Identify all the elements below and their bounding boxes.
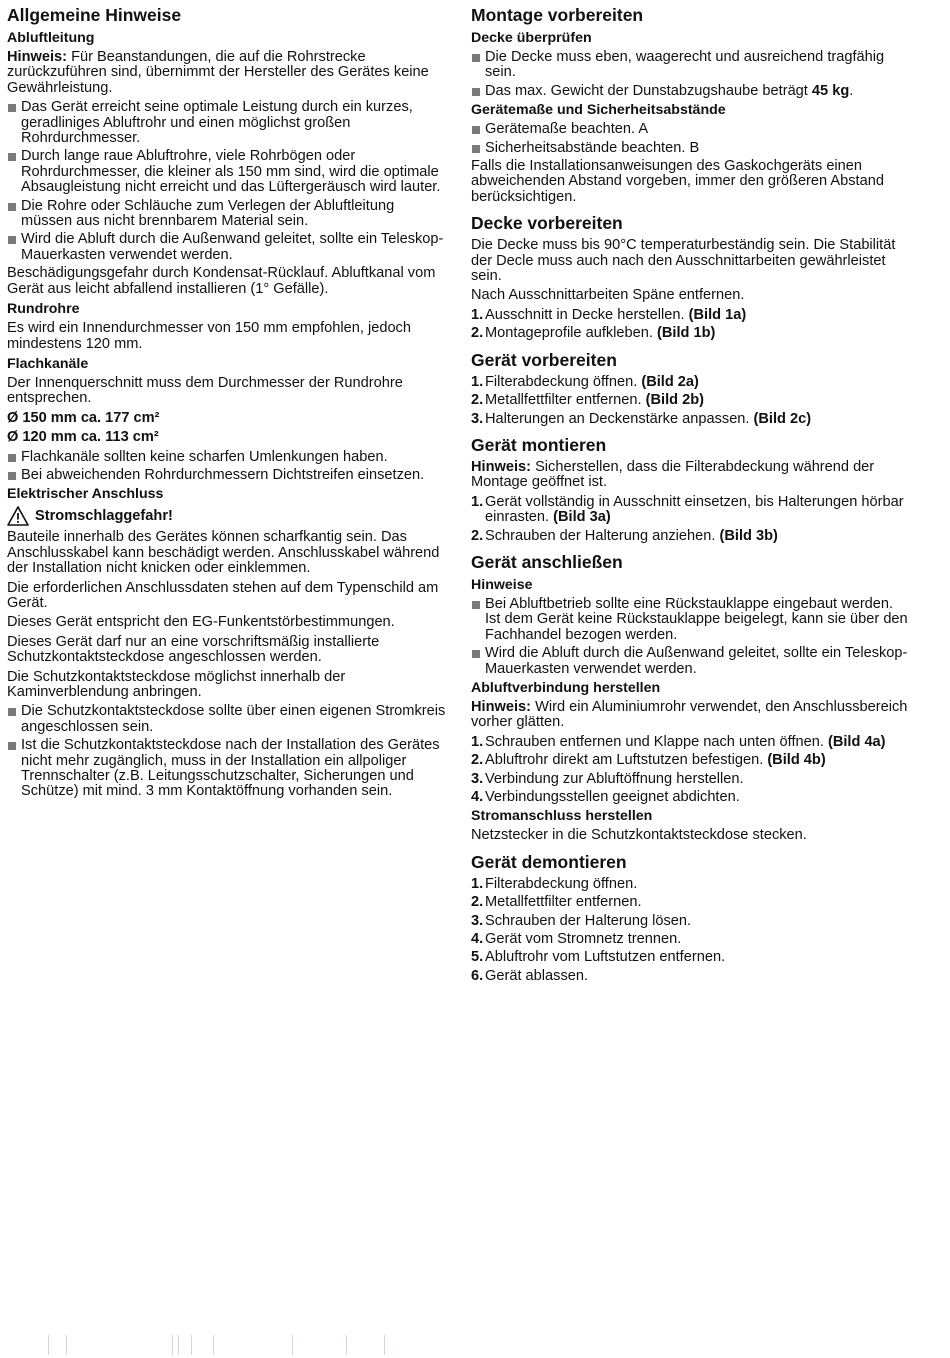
- square-bullet-icon: [472, 88, 480, 96]
- square-bullet-icon: [472, 601, 480, 609]
- square-bullet-icon: [8, 472, 16, 480]
- weight-value: 45 kg: [811, 82, 850, 99]
- list-item: Die Schutzkontaktsteckdose sollte über einen eigenen Stromkreis angeschlossen sein.: [7, 704, 447, 735]
- list-item: 2. Metallfettfilter entfernen.: [471, 894, 642, 911]
- bullet-list-elektro: [7, 704, 447, 799]
- list-item: 3. Verbindung zur Abluftöffnung herstellen.: [471, 770, 744, 787]
- square-bullet-icon: [8, 454, 16, 462]
- warning-stromschlag: [7, 506, 447, 526]
- square-bullet-icon: [472, 145, 480, 153]
- bullet-list-abluftleitung: [7, 100, 447, 263]
- paragraph-decke: Die Decke muss bis 90°C temperaturbeständig sein. Die Stabilität der Decle muss auch nach den Ausschnittarbeiten gewährleistet sein.: [471, 237, 896, 285]
- square-bullet-icon: [8, 153, 16, 161]
- list-item: 2. Abluftrohr direkt am Luftstutzen befestigen. (Bild 4b): [471, 752, 826, 769]
- paragraph-spaene: Nach Ausschnittarbeiten Späne entfernen.: [471, 287, 745, 304]
- paragraph-abstand: Falls die Installationsanweisungen des Gaskochgeräts einen abweichenden Abstand vorgeben, immer den größeren Abstand berücksichtigen.: [471, 158, 884, 205]
- note-abluftleitung: [7, 50, 447, 96]
- step-list-decke: [471, 308, 911, 342]
- note-text: Wird ein Aluminiumrohr verwendet, den Anschlussbereich vorher glätten.: [471, 698, 908, 731]
- list-item: 1. Filterabdeckung öffnen.: [471, 875, 638, 892]
- list-item: 1. Schrauben entfernen und Klappe nach unten öffnen. (Bild 4a): [471, 733, 886, 750]
- right-column: [471, 6, 911, 987]
- heading-decke-ueberpruefen: Decke überprüfen: [471, 30, 592, 46]
- list-item: 1. Gerät vollständig in Ausschnitt einsetzen, bis Halterungen hörbar einrasten. (Bild 3a): [471, 493, 904, 526]
- square-bullet-icon: [8, 742, 16, 750]
- paragraph-rundrohre: Es wird ein Innendurchmesser von 150 mm empfohlen, jedoch mindestens 120 mm.: [7, 320, 411, 352]
- bullet-list-flachkanaele: [7, 450, 447, 484]
- list-item: 3. Schrauben der Halterung lösen.: [471, 912, 692, 929]
- step-list-geraet: [471, 375, 911, 427]
- list-item: Wird die Abluft durch die Außenwand geleitet, sollte ein Teleskop-Mauerkasten verwendet werden.: [7, 232, 447, 263]
- list-item: 2. Schrauben der Halterung anziehen. (Bild 3b): [471, 527, 778, 544]
- step-list-montieren: [471, 495, 911, 544]
- list-item: Sicherheitsabstände beachten. B: [471, 141, 911, 156]
- dimension-120: Ø 120 mm ca. 113 cm²: [7, 429, 159, 446]
- bullet-list-masse: [471, 122, 911, 156]
- list-item: Die Decke muss eben, waagerecht und ausreichend tragfähig sein.: [471, 50, 911, 81]
- list-item: Ist die Schutzkontaktsteckdose nach der Installation des Gerätes nicht mehr zugänglich, muss in der Installation ein allpoliger Trennschalter (z.B. Leitungsschutzschalter, Sicherungen und Schütze) mit mind. 3 mm Kontaktöffnung vorhanden sein.: [7, 738, 447, 800]
- bullet-list-anschliessen: [471, 597, 911, 677]
- list-item: 4. Gerät vom Stromnetz trennen.: [471, 931, 682, 948]
- heading-stromanschluss: Stromanschluss herstellen: [471, 808, 653, 825]
- section-title-geraet-anschliessen: Gerät anschließen: [471, 551, 623, 572]
- list-item: Bei Abluftbetrieb sollte eine Rückstauklappe eingebaut werden. Ist dem Gerät keine Rückstauklappe beigelegt, kann sie über den Fachhandel bezogen werden.: [471, 597, 911, 643]
- square-bullet-icon: [8, 236, 16, 244]
- print-marks: [48, 1335, 448, 1355]
- list-item: Wird die Abluft durch die Außenwand geleitet, sollte ein Teleskop-Mauerkasten verwendet werden.: [471, 646, 911, 677]
- list-item: Gerätemaße beachten. A: [471, 122, 911, 137]
- bullet-list-decke: [471, 50, 911, 99]
- note-montieren: [471, 460, 911, 491]
- step-list-demontieren: [471, 877, 911, 984]
- section-title-geraet-montieren: Gerät montieren: [471, 434, 607, 455]
- dimension-150: Ø 150 mm ca. 177 cm²: [7, 409, 160, 426]
- list-item: 2. Metallfettfilter entfernen. (Bild 2b): [471, 392, 704, 409]
- note-text: Sicherstellen, dass die Filterabdeckung während der Montage geöffnet ist.: [471, 458, 875, 491]
- heading-abluftleitung: Abluftleitung: [7, 30, 95, 46]
- heading-elektrischer-anschluss: Elektrischer Anschluss: [7, 486, 164, 503]
- paragraph-elektro: Die erforderlichen Anschlussdaten stehen auf dem Typenschild am Gerät.: [7, 579, 439, 611]
- heading-geraetemasse: Gerätemaße und Sicherheitsabstände: [471, 102, 726, 119]
- paragraph-elektro: Die Schutzkontaktsteckdose möglichst innerhalb der Kaminverblendung anbringen.: [7, 668, 346, 700]
- square-bullet-icon: [8, 203, 16, 211]
- note-label: Hinweis:: [471, 698, 532, 715]
- note-label: Hinweis:: [471, 458, 532, 475]
- square-bullet-icon: [472, 650, 480, 658]
- paragraph-elektro: Bauteile innerhalb des Gerätes können scharfkantig sein. Das Anschlusskabel kann beschädigt werden. Anschlusskabel während der Installation nicht knicken oder einklemmen.: [7, 529, 440, 577]
- list-item: 5. Abluftrohr vom Luftstutzen entfernen.: [471, 949, 726, 966]
- warning-text: Stromschlaggefahr!: [35, 507, 173, 524]
- note-text: Für Beanstandungen, die auf die Rohrstrecke zurückzuführen sind, übernimmt der Hersteller des Gerätes keine Gewährleistung.: [7, 49, 429, 96]
- paragraph-kondensat: Beschädigungsgefahr durch Kondensat-Rücklauf. Abluftkanal vom Gerät aus leicht abfallend installieren (1° Gefälle).: [7, 265, 436, 297]
- section-title-allgemeine-hinweise: Allgemeine Hinweise: [7, 5, 182, 25]
- paragraph-elektro: Dieses Gerät entspricht den EG-Funkentstörbestimmungen.: [7, 614, 395, 631]
- list-item: 1. Ausschnitt in Decke herstellen. (Bild 1a): [471, 306, 747, 323]
- list-item: 2. Montageprofile aufkleben. (Bild 1b): [471, 325, 716, 342]
- note-label: Hinweis:: [7, 49, 68, 65]
- list-item: 1. Filterabdeckung öffnen. (Bild 2a): [471, 373, 699, 390]
- paragraph-elektro: Dieses Gerät darf nur an eine vorschriftsmäßig installierte Schutzkontaktsteckdose angeschlossen werden.: [7, 633, 380, 666]
- square-bullet-icon: [472, 126, 480, 134]
- step-list-abluftverbindung: [471, 735, 911, 806]
- heading-flachkanaele: Flachkanäle: [7, 355, 89, 372]
- warning-triangle-icon: [7, 506, 29, 526]
- heading-rundrohre: Rundrohre: [7, 301, 80, 318]
- note-abluftverbindung: [471, 700, 911, 731]
- section-title-geraet-demontieren: Gerät demontieren: [471, 851, 627, 872]
- list-item: Das max. Gewicht der Dunstabzugshaube beträgt 45 kg.: [471, 84, 911, 99]
- list-item: Das Gerät erreicht seine optimale Leistung durch ein kurzes, geradliniges Abluftrohr und einen möglichst großen Rohrdurchmesser.: [7, 100, 447, 146]
- paragraph-flachkanaele: Der Innenquerschnitt muss dem Durchmesser der Rundrohre entsprechen.: [7, 374, 403, 407]
- list-item: 6. Gerät ablassen.: [471, 967, 589, 984]
- square-bullet-icon: [472, 54, 480, 62]
- list-item: 3. Halterungen an Deckenstärke anpassen. (Bild 2c): [471, 410, 812, 427]
- section-title-montage-vorbereiten: Montage vorbereiten: [471, 5, 644, 25]
- list-item: 4. Verbindungsstellen geeignet abdichten.: [471, 789, 740, 805]
- left-column: [7, 6, 447, 803]
- square-bullet-icon: [8, 708, 16, 716]
- paragraph-stromanschluss: Netzstecker in die Schutzkontaktsteckdose stecken.: [471, 827, 807, 844]
- square-bullet-icon: [8, 104, 16, 112]
- list-item: Durch lange raue Abluftrohre, viele Rohrbögen oder Rohrdurchmesser, die kleiner als 150 mm sind, wird die optimale Absaugleistung nicht erreicht und das Lüftergeräusch wird lauter.: [7, 149, 447, 195]
- list-item: Bei abweichenden Rohrdurchmessern Dichtstreifen einsetzen.: [7, 468, 447, 483]
- heading-hinweise: Hinweise: [471, 576, 533, 593]
- section-title-geraet-vorbereiten: Gerät vorbereiten: [471, 349, 617, 370]
- list-item: Die Rohre oder Schläuche zum Verlegen der Abluftleitung müssen aus nicht brennbarem Material sein.: [7, 199, 447, 230]
- heading-abluftverbindung: Abluftverbindung herstellen: [471, 679, 661, 696]
- section-title-decke-vorbereiten: Decke vorbereiten: [471, 213, 623, 234]
- list-item: Flachkanäle sollten keine scharfen Umlenkungen haben.: [7, 450, 447, 465]
